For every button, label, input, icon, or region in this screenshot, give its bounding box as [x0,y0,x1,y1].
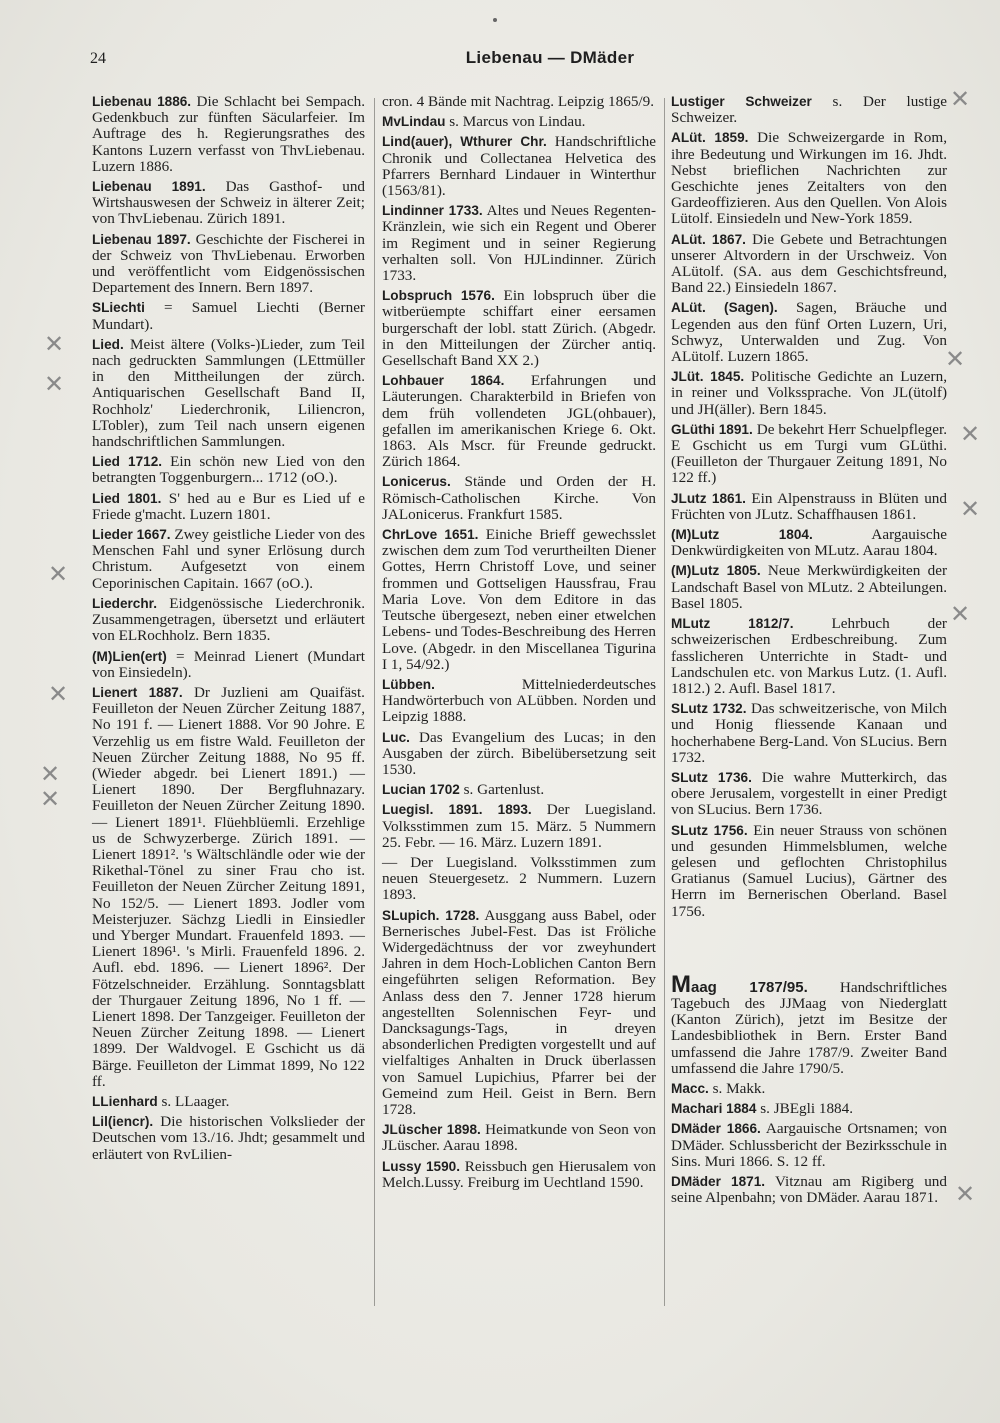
entry-keyword: Lucian 1702 [382,782,460,798]
dictionary-entry [382,474,656,523]
dictionary-entry [382,134,656,199]
dictionary-entry [382,802,656,851]
dictionary-entry [382,94,656,110]
entry-keyword: Lieder 1667. [92,527,171,543]
column-divider [374,98,375,1306]
entry-text: Die Schlacht bei Sempach. Gedenkbuch zur fünften Säcularfeier. Im Auftrage des h. Regierungsrathes des Kantons Luzern verfasst von ThvLiebenau. Luzern 1886. [92,93,366,175]
dictionary-entry [382,908,656,1119]
entry-keyword: SLutz 1756. [671,822,748,838]
dictionary-entry [671,369,947,418]
entry-keyword: Liebenau 1891. [92,179,206,195]
entry-keyword: Lussy 1590. [382,1158,460,1174]
entry-text: = Samuel Liechti (Berner Mundart). [92,299,365,333]
dictionary-entry [382,288,656,369]
dictionary-entry [92,1114,365,1163]
entry-text: Vitznau am Rigiberg und seine Alpenbahn; von DMäder. Aarau 1871. [671,1172,947,1207]
entry-keyword: Lohbauer 1864. [382,373,505,389]
entry-text: Zwey geistliche Lieder von des Menschen Fahl und syner Erlösung durch Christum. Aufgesetzt von einem Ceporinischen Capitain. 1667 (oO.). [92,526,366,592]
entry-keyword: DMäder 1871. [671,1173,766,1189]
margin-check-mark: ✕ [40,785,61,813]
dictionary-entry [382,782,656,798]
entry-keyword: Lil(iencr). [92,1114,154,1130]
dictionary-entry [671,701,947,766]
dictionary-entry [671,422,947,487]
entry-keyword: Lübben. [382,676,435,692]
entry-text: s. Makk. [708,1079,766,1097]
entry-text: Heimatkunde von Seon von JLüscher. Aarau 1898. [382,1121,656,1155]
entry-text: Lehrbuch der schweizerischen Erdbeschreibung. Zum fasslicheren Unterrichte in Stadt- und Landschulen etc. von Markus Lutz. (1. Aufl. 1812.) 2. Aufl. Basel 1817. [671,615,947,697]
page-number: 24 [90,50,106,67]
entry-keyword: JLüt. 1845. [671,369,745,385]
entry-text: — Der Luegisland. Volksstimmen zum neuen Steuergesetz. 2 Nummern. Luzern 1893. [382,853,656,904]
entry-keyword: Machari 1884 [671,1101,757,1117]
dictionary-entry [671,1121,947,1170]
dictionary-entry [671,823,947,920]
entry-keyword: Liebenau 1897. [92,231,191,247]
dictionary-entry [92,454,365,486]
dictionary-entry [671,1081,947,1097]
dictionary-entry [671,1101,947,1117]
entry-keyword: ALüt. (Sagen). [671,300,778,316]
margin-check-mark: ✕ [950,600,971,628]
entry-keyword: (M)Lutz 1805. [671,563,761,579]
entry-keyword: Lied 1712. [92,454,163,470]
entry-text: Reissbuch gen Hierusalem von Melch.Lussy. Freiburg im Uechtland 1590. [382,1157,656,1191]
dictionary-entry [671,970,948,1077]
print-speck [493,18,497,22]
entry-text: Ausggang auss Babel, oder Bernerisches Jubel-Fest. Das ist Fröliche Widergedächtnuss der vor zweyhundert Jahren in dem Hoch-Loblichen Canton Bern eingeführten seligen Reformation. Bey Anlass dess den 7. Jenner 1728 hierum angestellten Solennischen Feyr- und Dancksagungs-Tags, in dreyen absonderlichen Predigten vorgestellt und auf vielfaltiges Anhalten in Druck überlassen von Samuel Lupichius, Pfarrer bei der Gemeind zum Heil. Geist in Bern. Bern 1728. [382,906,656,1118]
dictionary-entry [671,1174,947,1206]
dictionary-entry [671,527,947,559]
margin-check-mark: ✕ [960,495,981,523]
entry-text: s. Der lustige Schweizer. [671,93,947,127]
margin-check-mark: ✕ [955,1180,976,1208]
dictionary-entry [92,300,365,332]
entry-text: Eidgenössische Liederchronik. Zusammengetragen, übersetzt und erläutert von ELRochholz. Bern 1835. [92,594,365,645]
entry-keyword: Lobspruch 1576. [382,288,495,304]
entry-text: Das schweitzerische, von Milch und Honig fliessende Kanaan und hocherhabene Berg-Land. Von SLucius. Bern 1732. [671,700,947,766]
entry-keyword: JLüscher 1898. [382,1122,481,1138]
entry-keyword: Lied. [92,336,124,352]
entry-keyword: SLutz 1732. [671,701,747,717]
entry-keyword: (M)Lien(ert) [92,648,167,664]
entry-text: Das Gasthof- und Wirtshauswesen der Schweiz in älterer Zeit; von ThvLiebenau. Zürich 1891. [92,178,366,228]
entry-keyword: DMäder 1866. [671,1121,761,1137]
entry-text: cron. 4 Bände mit Nachtrag. Leipzig 1865/9. [382,93,655,110]
entry-keyword: LLienhard [92,1093,158,1109]
entry-text: Altes und Neues Regenten-Kränzlein, wie sich ein Regent und Oberer im Regiment und in seiner Regierung verhalten soll. Von HJLindinner. Zürich 1733. [382,202,657,285]
dictionary-entry [92,596,365,645]
entry-text: Dr Juzlieni am Quaifäst. Feuilleton der Neuen Zürcher Zeitung 1887, No 191 f. — Lienert 1888. Vor 90 Johre. E Verzehlig us em fistre Wald. Feuilleton der Neuen Zürcher Zeitung 1888, No 95 ff. (Wieder abgedr. bei Lienert 1891.) — Lienert 1890. Der Bergfluhnazary. Feuilleton der Neuen Zürcher Zeitung 1890. — Lienert 1891¹. Flüehblüemli. Erzehlige us de Schwyzerberge. Zürich 1891. — Lienert 1891². 's Wältschländle oder wie der Rikethal-Tönel zu siner Frau cho ist. Feuilleton der Neuen Zürcher Zeitung 1891, No 152/5. — Lienert 1893. Jodler vom Meisterjuzer. Sächzg Liedli in Einsiedler und Yberger Mundart. Frauenfeld 1893. — Lienert 1896¹. 's Mirli. Frauenfeld 1896. 2. Aufl. ebd. 1896. — Lienert 1896². Der Fötzelschneider. Erzählung. Sonntagsblatt der Thurgauer Zeitung 1896, No 1 ff. — Lienert 1898. Der Tanzgeiger. Feuilleton der Neuen Zürcher Zeitung 1898. — Lienert 1899. Der Waldvogel. E Gschicht us dä Bärge. Feuilleton der Limmat 1899, No 122 ff. [92,683,365,1090]
dictionary-entry [92,649,365,681]
entry-text: = Meinrad Lienert (Mundart von Einsiedeln). [92,647,365,681]
entry-keyword: ALüt. 1859. [671,130,749,146]
entry-text: Meist ältere (Volks-)Lieder, zum Teil nach gedruckten Sammlungen (LEttmüller in den Mittheilungen der zürch. Antiquarischen Gesellschaft Band II, Rochholz' Liederchronik, Liliencron, LTobler), zum Teil nach unsern eigenen handschriftlichen Sammlungen. [92,335,365,451]
entry-keyword: MLutz 1812/7. [671,616,794,632]
dictionary-entry [671,130,947,227]
entry-text: Geschichte der Fischerei in der Schweiz von ThvLiebenau. Erworben und veröffentlicht vom Eidgenössischen Departement des Innern. Bern 1897. [92,230,365,297]
margin-check-mark: ✕ [960,420,981,448]
entry-keyword: (M)Lutz 1804. [671,527,813,543]
entry-text: Das Evangelium des Lucas; in den Ausgaben der zürch. Bibelübersetzung seit 1530. [382,728,656,778]
dictionary-entry [671,491,947,523]
entry-keyword: Lindinner 1733. [382,203,483,219]
entry-keyword: GLüthi 1891. [671,421,753,437]
entry-text: S' hed au e Bur es Lied uf e Friede g'macht. Luzern 1801. [92,489,366,523]
entry-text: Die historischen Volkslieder der Deutschen vom 13./16. Jhdt; gesammelt und erläutert von RvLilien- [92,1113,365,1163]
entry-text: s. Marcus von Lindau. [445,113,586,131]
margin-check-mark: ✕ [48,680,69,708]
dictionary-entry [671,616,947,697]
entry-keyword: Liederchr. [92,595,157,611]
dictionary-entry [671,94,947,126]
dictionary-entry [382,1159,656,1191]
entry-keyword: Luegisl. 1891. 1893. [382,802,532,818]
dictionary-entry [671,563,947,612]
entry-keyword: SLiechti [92,300,145,316]
text-column-2 [382,94,656,1195]
entry-keyword: ChrLove 1651. [382,527,479,543]
dictionary-entry [382,203,656,284]
entry-text: s. Gartenlust. [459,781,545,799]
entry-text: Aargauische Denkwürdigkeiten von MLutz. Aarau 1804. [671,526,947,560]
dictionary-entry [92,491,365,523]
entry-text: Die Gebete und Betrachtungen unserer Altvordern in der Urschweiz. Von ALütolf. (SA. aus dem Geschichtsfreund, Band 22.) Einsiedeln 1867. [671,230,947,297]
entry-keyword-rest: aag 1787/95. [691,978,808,996]
margin-check-mark: ✕ [44,330,65,358]
entry-keyword: ALüt. 1867. [671,231,746,247]
entry-keyword: Liebenau 1886. [92,94,192,109]
dictionary-entry [92,685,365,1090]
entry-text: Politische Gedichte an Luzern, in reiner und Volkssprache. Von JL(ütolf) und JH(äller). Bern 1845. [671,368,947,418]
entry-keyword: MvLindau [382,114,446,130]
margin-check-mark: ✕ [945,345,966,373]
dictionary-entry [671,232,947,297]
entry-initial-capital: M [671,970,691,998]
entry-keyword: Macc. [671,1080,709,1096]
entry-text: Aargauische Ortsnamen; von DMäder. Schlussbericht der Bezirksschule in Sins. Muri 1866. S. 12 ff. [671,1120,947,1170]
dictionary-entry [92,179,365,228]
entry-keyword: Lind(auer), Wthurer Chr. [382,134,547,150]
margin-check-mark: ✕ [40,760,61,788]
entry-text: Mittelniederdeutsches Handwörterbuch von ALübben. Norden und Leipzig 1888. [382,675,656,726]
entry-text: Stände und Orden der H. Römisch-Catholischen Kirche. Von JALonicerus. Frankfurt 1585. [382,473,656,523]
entry-text: Ein Alpenstrauss in Blüten und Früchten von JLutz. Schaffhausen 1861. [671,489,947,523]
dictionary-entry [382,677,656,726]
entry-keyword: Lustiger Schweizer [671,94,812,109]
dictionary-entry [671,300,947,365]
dictionary-entry [92,1094,365,1110]
margin-check-mark: ✕ [44,370,65,398]
entry-text: Handschriftliche Chronik und Collectanea Helvetica des Pfarrers Bernhard Lindauer in Winterthur (1563/81). [382,133,656,200]
dictionary-entry [382,855,656,904]
entry-text: Neue Merkwürdigkeiten der Landschaft Basel von MLutz. 2 Abteilungen. Basel 1805. [671,562,948,612]
column-divider [664,98,665,1306]
margin-check-mark: ✕ [48,560,69,588]
dictionary-entry [92,94,365,175]
entry-text: Einiche Brieff gewechsslet zwischen dem zum Tod verurtheilten Diener Gottes, Herrn Christoff Love, und seiner frommen und Gottseligen Haussfrau, Frau Maria Love. Von dem Editore in das Teutsche übergesezt, neben einer etwelchen Lebens- und Todes-Beschreibung des Herren Love. (Abgedr. in den Miscellanea Tigurina I 1, 54/92.) [382,526,656,673]
entry-text: Der Luegisland. Volksstimmen zum 15. März. 5 Nummern 25. Febr. — 16. März. Luzern 1891. [382,801,656,851]
entry-text: s. JBEgli 1884. [756,1100,854,1118]
entry-keyword [671,970,808,998]
dictionary-entry [92,337,365,450]
dictionary-entry [382,730,656,779]
text-column-1 [92,94,365,1167]
entry-text: Ein lobspruch über die witberüempte schiffart einer eersamen burgerschaft der lobl. statt Zürich. (Abgedr. in den Mitteilungen der Zürcher antiq. Gesellschaft Band XX 2.) [382,287,657,370]
dictionary-entry [671,770,947,819]
entry-text: De bekehrt Herr Schuelpfleger. E Gschicht us em Turgi vum GLüthi. (Feuilleton der Thurgauer Zeitung 1891, No 122 ff.) [671,420,947,487]
dictionary-entry [92,232,365,297]
entry-keyword: SLutz 1736. [671,769,752,785]
dictionary-entry [382,114,656,130]
entry-text: Erfahrungen und Läuterungen. Charakterbild in Briefen von dem früh vollendeten JGL(ohbauer), gefallen im amerikanischen Kriege 6. Okt. 1863. Als Mscr. für Freunde gedruckt. Zürich 1864. [382,372,656,471]
dictionary-entry [382,1122,656,1154]
dictionary-entry [92,527,365,592]
entry-keyword: Lied 1801. [92,490,162,506]
entry-text: Sagen, Bräuche und Legenden aus den fünf Orten Luzern, Uri, Schwyz, Unterwalden und Zug. Von ALütolf. Luzern 1865. [671,299,947,366]
margin-check-mark: ✕ [950,85,971,113]
entry-keyword: Lonicerus. [382,474,451,490]
entry-text: Ein schön new Lied von den betrangten Toggenburgern... 1712 (oO.). [92,453,365,487]
entry-text: Die Schweizergarde in Rom, ihre Bedeutung und Wirkungen im 16. Jhdt. Nebst brieflichen Nachrichten zur Geschichte jenes Zeitalters von den Gardeoffizieren. Aus den Quellen. Von Alois Lütolf. Einsiedeln und New-York 1859. [671,129,948,228]
entry-text: Handschriftliches Tagebuch des JJMaag von Niederglatt (Kanton Zürich), jetzt im Besitze der Landesbibliothek in Bern. Erster Band umfassend die Jahre 1787/9. Zweiter Band umfassend die Jahre 1790/5. [671,978,948,1077]
entry-keyword: SLupich. 1728. [382,907,480,923]
entry-text: s. LLaager. [157,1092,230,1110]
text-column-3 [671,94,947,1210]
page-header [90,50,940,72]
entry-keyword: JLutz 1861. [671,490,746,506]
dictionary-entry [382,527,656,673]
entry-text: Die wahre Mutterkirch, das obere Jerusalem, vorgestellt in einer Predigt von SLucius. Bern 1736. [671,768,947,819]
entry-keyword: Luc. [382,729,410,745]
entry-keyword: Lienert 1887. [92,684,183,700]
running-head: Liebenau — DMäder [465,48,635,67]
dictionary-entry [382,373,656,470]
entry-text: Ein neuer Strauss von schönen und gesunden Himmelsblumen, welche gelesen und geflochten Christophilus Gratianus (Samuel Lucius), Gärtner des Herrn im Bernerischen Oberland. Basel 1756. [671,821,947,920]
